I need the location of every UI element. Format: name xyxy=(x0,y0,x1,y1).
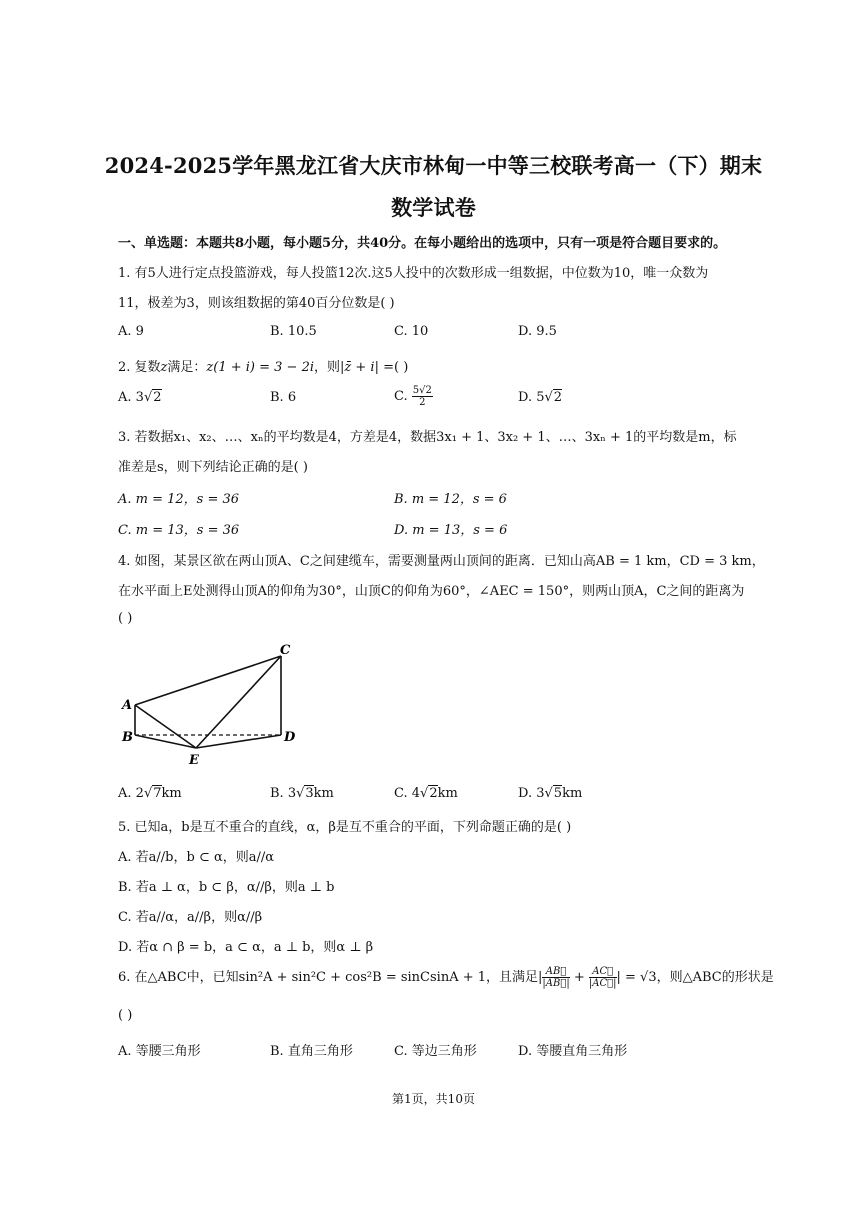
q4-option-a-unit: km xyxy=(161,786,182,801)
q6-suffix: | = √3，则△ABC的形状是 xyxy=(616,970,774,985)
q4-line3: ( ) xyxy=(118,611,133,626)
q4-option-c-radicand: 2 xyxy=(429,786,438,801)
q5-option-b: B. 若a ⊥ α，b ⊂ β，α//β，则a ⊥ b xyxy=(118,880,335,895)
line-ed xyxy=(196,735,281,748)
q6-line1 xyxy=(118,966,774,989)
label-d: D xyxy=(284,730,296,745)
q2-option-b: B. 6 xyxy=(270,390,297,405)
q2-var: z xyxy=(160,360,168,375)
q1-line1: 1. 有5人进行定点投篮游戏，每人投篮12次.这5人投中的次数形成一组数据，中位数为10，唯一众数为 xyxy=(118,266,709,281)
q4-option-a-radicand: 7 xyxy=(153,786,162,801)
q1-line2: 11，极差为3，则该组数据的第40百分位数是( ) xyxy=(118,296,395,311)
q4-option-d: D. 3√5km xyxy=(518,786,583,801)
q4-option-c: C. 4√2km xyxy=(394,786,458,801)
q6-option-c: C. 等边三角形 xyxy=(394,1044,477,1059)
q3-option-d: D. m = 13，s = 6 xyxy=(394,523,508,538)
q6-fraction-ac xyxy=(589,966,617,989)
q6-prefix: 6. 在△ABC中，已知sin²A + sin²C + cos²B = sinCsinA + 1，且满足| xyxy=(118,970,543,985)
q6-line2: ( ) xyxy=(118,1008,133,1023)
q6-frac1-num: AB⃗ xyxy=(542,966,569,978)
q4-line2: 在水平面上E处测得山顶A的仰角为30°，山顶C的仰角为60°，∠AEC = 150°，则两山顶A，C之间的距离为 xyxy=(118,584,745,599)
q2-mid: 满足： xyxy=(167,360,207,375)
q3-option-a: A. m = 12，s = 36 xyxy=(118,492,240,507)
q6-fraction-ab xyxy=(542,966,569,989)
q4-option-a: A. 2√7km xyxy=(118,786,182,801)
q4-option-c-unit: km xyxy=(437,786,458,801)
exam-title-line2: 数学试卷 xyxy=(391,195,476,220)
q4-option-b-unit: km xyxy=(313,786,334,801)
q4-figure xyxy=(118,640,308,770)
q2-option-c-den: 2 xyxy=(419,397,426,408)
q4-option-b-radicand: 3 xyxy=(305,786,314,801)
q1-option-a: A. 9 xyxy=(118,324,144,339)
q2-option-a-radicand: 2 xyxy=(153,390,162,405)
q6-option-b: B. 直角三角形 xyxy=(270,1044,353,1059)
label-a: A xyxy=(122,698,133,713)
q4-option-d-radicand: 5 xyxy=(553,786,563,801)
q4-option-d-unit: km xyxy=(562,786,583,801)
exam-title-line1: 2024-2025学年黑龙江省大庆市林甸一中等三校联考高一（下）期末 xyxy=(104,153,763,178)
q2-option-d-text: D. 5 xyxy=(518,390,545,405)
q5-line1: 5. 已知a，b是互不重合的直线，α，β是互不重合的平面，下列命题正确的是( ) xyxy=(118,820,572,835)
q2-expression: |z̄ + i| xyxy=(340,360,379,375)
section1-header: 一、单选题：本题共8小题，每小题5分，共40分。在每小题给出的选项中，只有一项是符合题目要求的。 xyxy=(118,236,727,251)
q2-stem xyxy=(118,356,408,375)
q2-option-c-text: C. xyxy=(394,389,412,404)
q2-prefix: 2. 复数 xyxy=(118,360,161,375)
q4-line1: 4. 如图，某景区欲在两山顶A、C之间建缆车，需要测量两山顶间的距离．已知山高AB = 1 km，CD = 3 km， xyxy=(118,554,765,569)
q3-line2: 准差是s，则下列结论正确的是( ) xyxy=(118,460,308,475)
q6-frac1-den: |AB⃗| xyxy=(542,978,570,989)
q2-option-a: A. 3√2 xyxy=(118,390,162,405)
q5-option-a: A. 若a//b，b ⊂ α，则a//α xyxy=(118,850,275,865)
q4-option-b: B. 3√3km xyxy=(270,786,334,801)
q4-option-d-text: D. 3 xyxy=(518,786,545,801)
q3-option-c: C. m = 13，s = 36 xyxy=(118,523,240,538)
q1-option-b: B. 10.5 xyxy=(270,324,317,339)
q5-option-d: D. 若α ∩ β = b，a ⊂ α，a ⊥ b，则α ⊥ β xyxy=(118,940,374,955)
q2-option-c-num: 5√2 xyxy=(412,385,432,396)
q2-comma: ，则 xyxy=(314,360,341,375)
q2-option-a-text: A. 3 xyxy=(118,390,144,405)
q2-equation: z(1 + i) = 3 − 2i xyxy=(206,360,315,375)
q2-option-d: D. 5√2 xyxy=(518,390,563,405)
q4-option-b-text: B. 3 xyxy=(270,786,297,801)
q6-plus: + xyxy=(569,970,589,985)
q2-option-d-radicand: 2 xyxy=(553,390,563,405)
q2-option-c-fraction xyxy=(412,385,433,408)
q3-line1: 3. 若数据x₁、x₂、…、xₙ的平均数是4，方差是4，数据3x₁ + 1、3x₂ + 1、…、3xₙ + 1的平均数是m，标 xyxy=(118,430,737,445)
q6-frac2-num: AC⃗ xyxy=(589,966,617,978)
label-c: C xyxy=(280,643,291,658)
label-b: B xyxy=(122,730,133,745)
q5-option-c: C. 若a//α，a//β，则α//β xyxy=(118,910,263,925)
q2-suffix: =( ) xyxy=(378,360,409,375)
q4-option-a-text: A. 2 xyxy=(118,786,144,801)
q1-option-d: D. 9.5 xyxy=(518,324,557,339)
q4-option-c-text: C. 4 xyxy=(394,786,421,801)
q2-option-c xyxy=(394,385,433,408)
q6-option-a: A. 等腰三角形 xyxy=(118,1044,201,1059)
label-e: E xyxy=(189,753,199,768)
page-footer: 第1页，共10页 xyxy=(392,1092,475,1106)
q6-frac2-den: |AC⃗| xyxy=(588,978,617,989)
q6-option-d: D. 等腰直角三角形 xyxy=(518,1044,628,1059)
q1-option-c: C. 10 xyxy=(394,324,429,339)
q3-option-b: B. m = 12，s = 6 xyxy=(394,492,507,507)
